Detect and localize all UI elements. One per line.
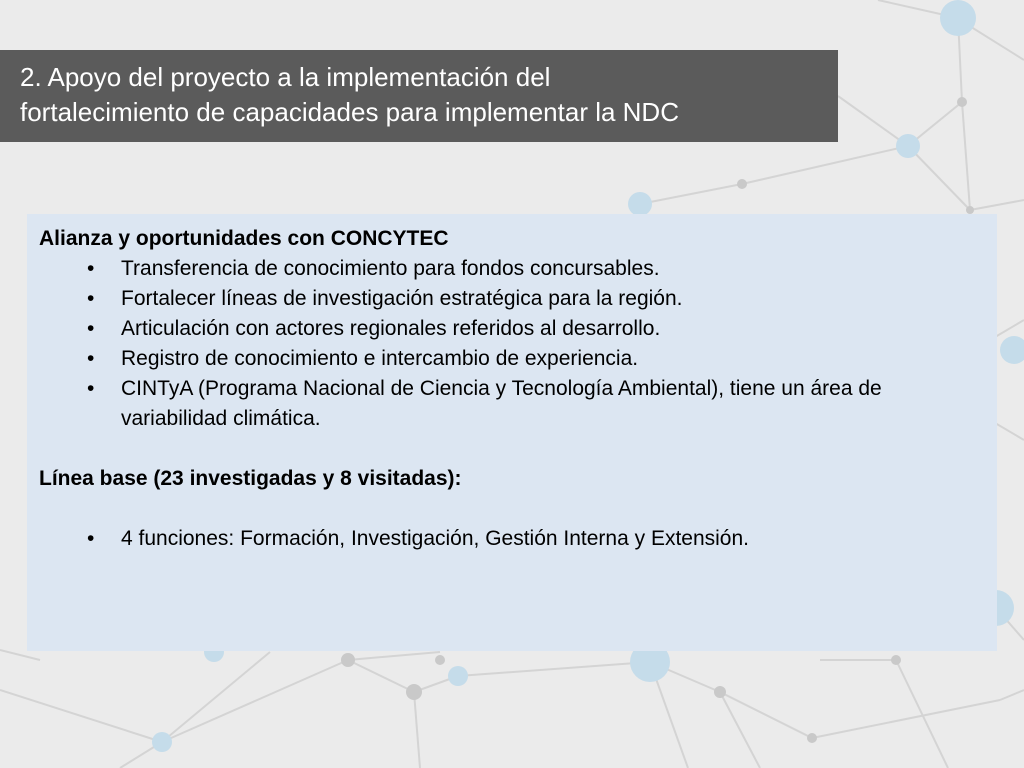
slide-title-line-1: 2. Apoyo del proyecto a la implementación del — [20, 62, 551, 92]
bullet-icon: • — [87, 527, 95, 550]
bullet-icon: • — [87, 377, 95, 400]
list-item-text: Registro de conocimiento e intercambio de experiencia. — [121, 347, 639, 370]
slide-title-bar — [0, 50, 838, 142]
section-heading-linea-base: Línea base (23 investigadas y 8 visitadas): — [39, 467, 462, 490]
slide-title-line-2: fortalecimiento de capacidades para implementar la NDC — [20, 97, 679, 127]
bullet-icon: • — [87, 347, 95, 370]
section-heading-concytec: Alianza y oportunidades con CONCYTEC — [39, 227, 449, 250]
bullet-icon: • — [87, 257, 95, 280]
list-item — [39, 344, 977, 374]
linea-base-bullet-list — [39, 524, 977, 554]
content-panel — [27, 214, 997, 651]
list-item — [39, 524, 977, 554]
spacer — [39, 434, 977, 464]
bullet-icon: • — [87, 317, 95, 340]
spacer — [39, 494, 977, 524]
list-item — [39, 284, 977, 314]
list-item — [39, 314, 977, 344]
list-item-text: CINTyA (Programa Nacional de Ciencia y Tecnología Ambiental), tiene un área de variabilidad climática. — [121, 377, 882, 430]
list-item — [39, 374, 977, 434]
bullet-icon: • — [87, 287, 95, 310]
list-item-text: Transferencia de conocimiento para fondos concursables. — [121, 257, 660, 280]
list-item — [39, 254, 977, 284]
list-item-text: Fortalecer líneas de investigación estratégica para la región. — [121, 287, 683, 310]
list-item-text: 4 funciones: Formación, Investigación, Gestión Interna y Extensión. — [121, 527, 750, 550]
concytec-bullet-list — [39, 254, 977, 434]
list-item-text: Articulación con actores regionales referidos al desarrollo. — [121, 317, 661, 340]
